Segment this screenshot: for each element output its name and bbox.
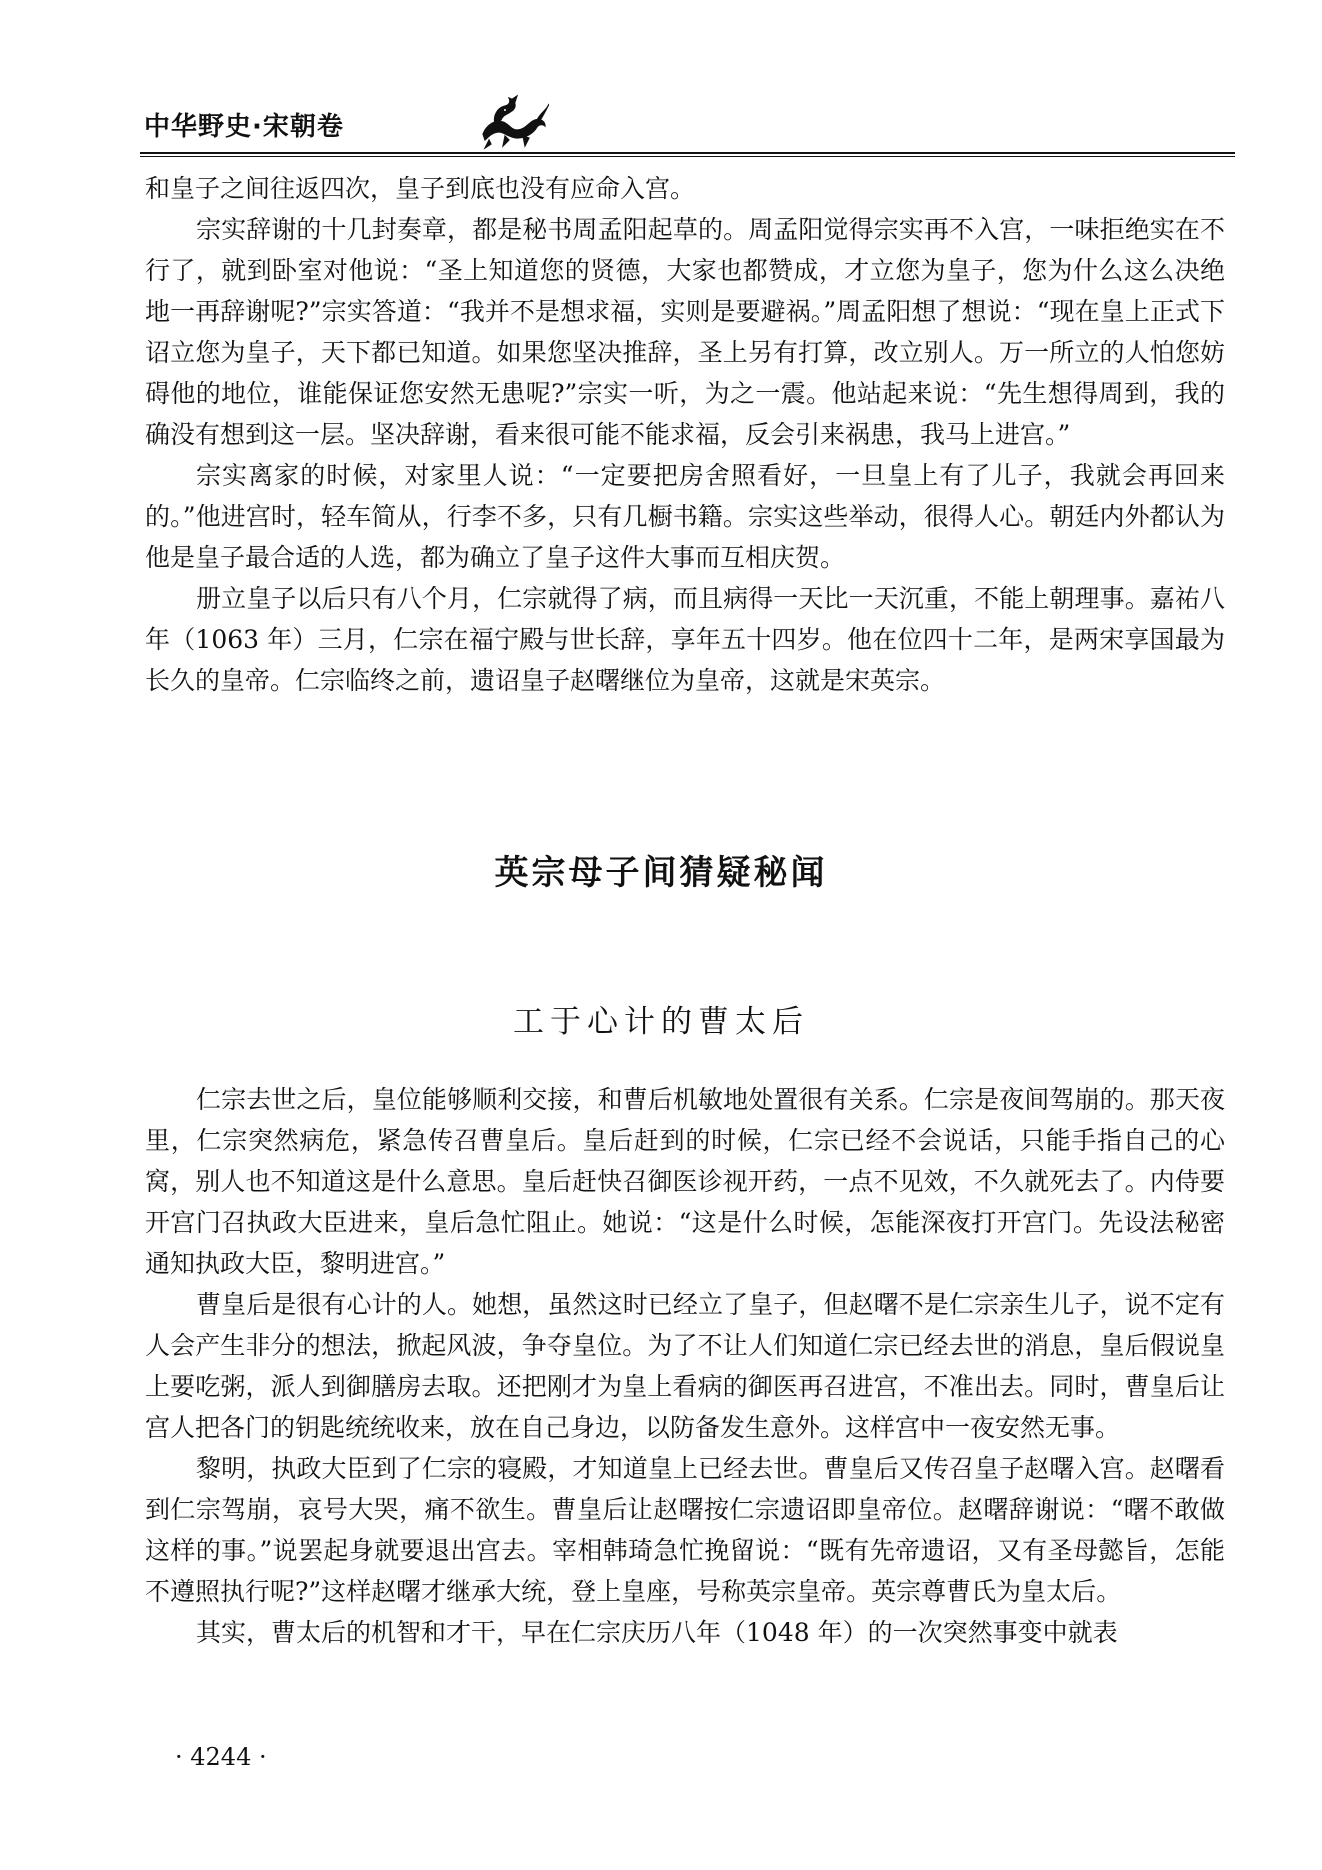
header-title: 中华野史·宋朝卷 [144, 112, 344, 142]
dragon-emblem-icon [475, 94, 549, 152]
page-header [140, 98, 1240, 152]
paragraph: 黎明，执政大臣到了仁宗的寝殿，才知道皇上已经去世。曹皇后又传召皇子赵曙入宫。赵曙看到仁宗驾崩，哀号大哭，痛不欲生。曹皇后让赵曙按仁宗遗诏即皇帝位。赵曙辞谢说：“曙不敢做这样的事。”说罢起身就要退出宫去。宰相韩琦急忙挽留说：“既有先帝遗诏，又有圣母懿旨，怎能不遵照执行呢?”这样赵曙才继承大统，登上皇座，号称英宗皇帝。英宗尊曹氏为皇太后。 [145, 1454, 1225, 1606]
paragraph: 曹皇后是很有心计的人。她想，虽然这时已经立了皇子，但赵曙不是仁宗亲生儿子，说不定有人会产生非分的想法，掀起风波，争夺皇位。为了不让人们知道仁宗已经去世的消息，皇后假说皇上要吃粥，派人到御膳房去取。还把刚才为皇上看病的御医再召进宫，不准出去。同时，曹皇后让宫人把各门的钥匙统统收来，放在自己身边，以防备发生意外。这样宫中一夜安然无事。 [145, 1290, 1225, 1442]
paragraph: 和皇子之间往返四次，皇子到底也没有应命入宫。 [145, 174, 696, 203]
paragraph: 仁宗去世之后，皇位能够顺利交接，和曹后机敏地处置很有关系。仁宗是夜间驾崩的。那天夜里，仁宗突然病危，紧急传召曹皇后。皇后赶到的时候，仁宗已经不会说话，只能手指自己的心窝，别人也不知道这是什么意思。皇后赶快召御医诊视开药，一点不见效，不久就死去了。内侍要开宫门召执政大臣进来，皇后急忙阻止。她说：“这是什么时候，怎能深夜打开宫门。先设法秘密通知执政大臣，黎明进宫。” [145, 1085, 1225, 1278]
chapter-title: 英宗母子间猜疑秘闻 [494, 853, 828, 893]
page-number: · 4244 · [175, 1743, 267, 1771]
header-rule [140, 152, 1235, 154]
paragraph: 册立皇子以后只有八个月，仁宗就得了病，而且病得一天比一天沉重，不能上朝理事。嘉祐八年（1063 年）三月，仁宗在福宁殿与世长辞，享年五十四岁。他在位四十二年，是两宋享国最为长久的皇帝。仁宗临终之前，遗诏皇子赵曙继位为皇帝，这就是宋英宗。 [145, 584, 1225, 695]
header-rule-thin [140, 156, 1235, 157]
paragraph: 宗实辞谢的十几封奏章，都是秘书周孟阳起草的。周孟阳觉得宗实再不入宫，一味拒绝实在不行了，就到卧室对他说：“圣上知道您的贤德，大家也都赞成，才立您为皇子，您为什么这么决绝地一再辞谢呢?”宗实答道：“我并不是想求福，实则是要避祸。”周孟阳想了想说：“现在皇上正式下诏立您为皇子，天下都已知道。如果您坚决推辞，圣上另有打算，改立别人。万一所立的人怕您妨碍他的地位，谁能保证您安然无患呢?”宗实一听，为之一震。他站起来说：“先生想得周到，我的确没有想到这一层。坚决辞谢，看来很可能不能求福，反会引来祸患，我马上进宫。” [145, 215, 1225, 449]
paragraph: 宗实离家的时候，对家里人说：“一定要把房舍照看好，一旦皇上有了儿子，我就会再回来的。”他进宫时，轻车简从，行李不多，只有几橱书籍。宗实这些举动，很得人心。朝廷内外都认为他是皇子最合适的人选，都为确立了皇子这件大事而互相庆贺。 [145, 461, 1225, 572]
text-section-1 [145, 168, 1225, 701]
section-title: 工于心计的曹太后 [513, 1004, 809, 1040]
paragraph: 其实，曹太后的机智和才干，早在仁宗庆历八年（1048 年）的一次突然事变中就表 [196, 1618, 1118, 1647]
text-section-2 [145, 1079, 1225, 1653]
